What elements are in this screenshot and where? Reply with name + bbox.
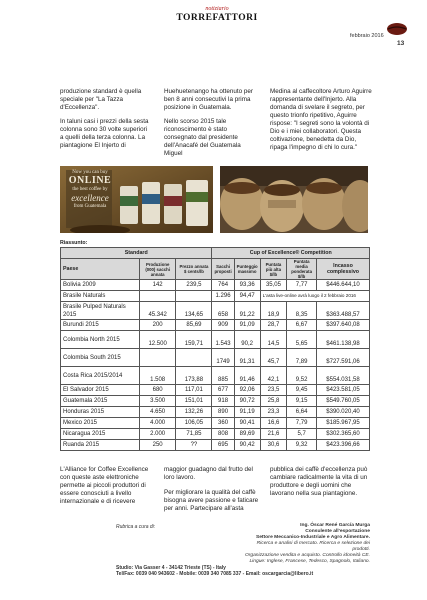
value-cell: 45.342 [139, 302, 175, 320]
value-cell: 9,52 [287, 367, 317, 385]
table-row [61, 385, 370, 396]
value-cell: 85,69 [176, 320, 212, 331]
table-row [61, 367, 370, 385]
value-cell: 658 [212, 302, 234, 320]
value-cell: 9,45 [287, 385, 317, 396]
coffee-sacks-photo [220, 166, 368, 233]
value-cell: $461.138,98 [316, 331, 369, 349]
masthead [172, 6, 262, 24]
value-cell: 4.650 [139, 407, 175, 418]
value-cell: 680 [139, 385, 175, 396]
value-cell [176, 291, 212, 302]
value-cell: $363.488,57 [316, 302, 369, 320]
country-cell: Nicaragua 2015 [61, 429, 140, 440]
value-cell: 677 [212, 385, 234, 396]
value-cell: 1749 [212, 349, 234, 367]
page-number: 13 [397, 40, 405, 47]
header-cell: Puntata media ponderata $/lb [287, 259, 317, 280]
value-cell: 90,41 [234, 418, 260, 429]
value-cell: 25,8 [260, 396, 287, 407]
value-cell: 1.296 [212, 291, 234, 302]
value-cell: 94,47 [234, 291, 260, 302]
bottom-column-1 [60, 466, 158, 513]
country-cell: Honduras 2015 [61, 407, 140, 418]
value-cell: 764 [212, 280, 234, 291]
paragraph: Huehuetenango ha ottenuto per ben 8 anni consecutivi la prima posizione in Guatemala. [164, 88, 253, 111]
value-cell: 117,01 [176, 385, 212, 396]
value-cell: 14,5 [260, 331, 287, 349]
author-sector: Settore Meccanico-Industriale e Agro Alimentare. [255, 535, 370, 540]
top-column-1 [60, 88, 152, 156]
value-cell: 885 [212, 367, 234, 385]
table-header [61, 259, 370, 280]
country-cell: Colombia North 2015 [61, 331, 140, 349]
header-cell: Incasso complessivo [316, 259, 369, 280]
studio-address: Studio: Via Gasser 4 - 34142 Trieste (TS) - Italy [116, 565, 226, 571]
value-cell: 6,64 [287, 407, 317, 418]
value-cell: 18,9 [260, 302, 287, 320]
value-cell: 91,31 [234, 349, 260, 367]
value-cell: $397.640,08 [316, 320, 369, 331]
value-cell: 8,35 [287, 302, 317, 320]
author-role: Consulente all'esportazione [305, 529, 370, 534]
table-row [61, 440, 370, 451]
country-cell: Costa Rica 2015/2014 [61, 367, 140, 385]
value-cell: 151,01 [176, 396, 212, 407]
country-cell: Brasile Naturals [61, 291, 140, 302]
value-cell: 90,42 [234, 440, 260, 451]
value-cell: 890 [212, 407, 234, 418]
promo-line-1: Now you can buy [72, 170, 108, 175]
author-line-4: Ricerca e analisi di mercato. Ricerca e selezione dei prodotti. [256, 541, 370, 552]
bottom-column-2 [164, 466, 262, 520]
value-cell: 5,65 [287, 331, 317, 349]
value-cell: 91,19 [234, 407, 260, 418]
value-cell: 134,65 [176, 302, 212, 320]
table-row [61, 407, 370, 418]
value-cell: $185.967,95 [316, 418, 369, 429]
value-cell: 200 [139, 320, 175, 331]
studio-phone-email: Tel/Fax: 0039 040 943602 - Mobile: 0039 340 7085 337 - Email: oscargarcia@libero.it [116, 571, 314, 577]
paragraph: pubblica dei caffè d'eccellenza può cambiare radicalmente la vita di un produttore e degli uomini che lavorano nella sua piantagione. [270, 466, 368, 497]
value-cell: 71,85 [176, 429, 212, 440]
value-cell: 42,1 [260, 367, 287, 385]
top-column-2 [164, 88, 256, 164]
value-cell: 7,89 [287, 349, 317, 367]
table-row [61, 291, 370, 302]
value-cell: 106,05 [176, 418, 212, 429]
value-cell: 159,71 [176, 331, 212, 349]
promo-line-2: ONLINE [68, 175, 112, 186]
value-cell: 89,69 [234, 429, 260, 440]
table-group-header [61, 248, 370, 259]
author-line-6: Lingue: Inglese, Francese, Tedesco, Spagnolo, Italiano. [249, 559, 370, 564]
table-row [61, 280, 370, 291]
value-cell: 93,36 [234, 280, 260, 291]
author-line-5: Organizzazione vendita e acquisto. Controllo idoneità CE. [244, 553, 370, 558]
country-cell: Burundi 2015 [61, 320, 140, 331]
value-cell: 23,5 [260, 385, 287, 396]
country-cell: El Salvador 2015 [61, 385, 140, 396]
value-cell: ?? [176, 440, 212, 451]
coffee-bean-icon [386, 22, 408, 36]
table-row [61, 331, 370, 349]
value-cell: 1.508 [139, 367, 175, 385]
value-cell: 250 [139, 440, 175, 451]
table-row [61, 349, 370, 367]
issue-date: febbraio 2016 [350, 33, 384, 39]
group-standard: Standard [61, 248, 212, 259]
value-cell: 2.000 [139, 429, 175, 440]
value-cell: 90,72 [234, 396, 260, 407]
rubrica-label: Rubrica a cura di: [116, 524, 156, 530]
author-name: Ing. Óscar René García Murga [300, 523, 370, 528]
value-cell: $302.365,60 [316, 429, 369, 440]
promo-line-3: the best coffee by [72, 187, 108, 192]
value-cell: $423.396,66 [316, 440, 369, 451]
promo-line-5: from Guatemala [73, 204, 107, 209]
value-cell: 695 [212, 440, 234, 451]
country-cell: Guatemala 2015 [61, 396, 140, 407]
bottom-column-3 [270, 466, 370, 505]
paragraph: Nello scorso 2015 tale riconoscimento è stato consegnato dal presidente dell'Anacafé del Guatemala Miguel [164, 118, 241, 157]
country-cell: Mexico 2015 [61, 418, 140, 429]
value-cell: 23,3 [260, 407, 287, 418]
table-row [61, 320, 370, 331]
header-cell: Puntata più alta $/lb [260, 259, 287, 280]
value-cell: 7,77 [287, 280, 317, 291]
value-cell: 90,2 [234, 331, 260, 349]
value-cell: 7,79 [287, 418, 317, 429]
value-cell: 30,6 [260, 440, 287, 451]
auction-note: L'asta live-online avrà luogo il 2 febbraio 2016 [260, 291, 369, 302]
value-cell: $390.020,40 [316, 407, 369, 418]
value-cell: 28,7 [260, 320, 287, 331]
paragraph: produzione standard è quella speciale per "La Tazza d'Eccellenza". [60, 88, 142, 111]
value-cell: 909 [212, 320, 234, 331]
paragraph: Medina al caffecoltore Arturo Aguirre rappresentante dell'Injerto. Alla domanda di svelare il segreto, per questo trionfo ripetitivo, Aguirre rispose: "I segreti sono la volontà di Dio e i miei collaboratori. Questa coltivazione, benedetta da Dio, ripaga l'impegno di chi lo cura." [270, 88, 372, 151]
value-cell: 16,6 [260, 418, 287, 429]
header-cell: Produzione (000) sacchi annata [139, 259, 175, 280]
masthead-small: notiziario [205, 6, 229, 12]
value-cell: 21,6 [260, 429, 287, 440]
group-competition: Cup of Excellence® Competition [212, 248, 370, 259]
value-cell: $727.591,06 [316, 349, 369, 367]
table-row [61, 418, 370, 429]
country-cell: Bolivia 2009 [61, 280, 140, 291]
header-cell: Punteggio massimo [234, 259, 260, 280]
value-cell: 142 [139, 280, 175, 291]
value-cell: 91,46 [234, 367, 260, 385]
value-cell: 9,15 [287, 396, 317, 407]
promo-line-4: excellence [71, 193, 109, 203]
studio-contacts [116, 565, 313, 577]
value-cell [139, 291, 175, 302]
value-cell: 239,5 [176, 280, 212, 291]
header-cell: Prezzo annata $ cents/lb [176, 259, 212, 280]
value-cell: 4.000 [139, 418, 175, 429]
value-cell: 3.500 [139, 396, 175, 407]
value-cell: $549.760,05 [316, 396, 369, 407]
value-cell: 918 [212, 396, 234, 407]
value-cell: 5,7 [287, 429, 317, 440]
value-cell: 6,67 [287, 320, 317, 331]
value-cell: 45,7 [260, 349, 287, 367]
country-cell: Colombia South 2015 [61, 349, 140, 367]
value-cell: 808 [212, 429, 234, 440]
masthead-title: TORREFATTORI [176, 13, 258, 23]
header-cell: Paese [61, 259, 140, 280]
value-cell: 1.543 [212, 331, 234, 349]
paragraph: L'Alliance for Coffee Excellence con queste aste elettroniche permette ai piccoli produttori di essere conosciuti a livello internazionale e di ricevere [60, 466, 149, 505]
value-cell [176, 349, 212, 367]
value-cell: 91,22 [234, 302, 260, 320]
value-cell: 92,06 [234, 385, 260, 396]
summary-table [60, 247, 370, 451]
value-cell: 12.500 [139, 331, 175, 349]
value-cell: $423.581,05 [316, 385, 369, 396]
value-cell: 173,88 [176, 367, 212, 385]
value-cell: 9,32 [287, 440, 317, 451]
value-cell: $446.644,10 [316, 280, 369, 291]
author-credit [240, 523, 370, 565]
value-cell: 132,26 [176, 407, 212, 418]
table-caption: Riassunto: [60, 240, 88, 246]
table-row [61, 429, 370, 440]
value-cell: 91,09 [234, 320, 260, 331]
header-cell: Sacchi proposti [212, 259, 234, 280]
value-cell [139, 349, 175, 367]
table-row [61, 396, 370, 407]
paragraph: Per migliorare la qualità del caffè bisogna avere passione e faticare per anni. Partecipare all'asta [164, 489, 259, 512]
value-cell: $554.031,58 [316, 367, 369, 385]
promo-image [60, 166, 213, 233]
value-cell: 35,05 [260, 280, 287, 291]
table-body [61, 280, 370, 451]
country-cell: Brasile Pulped Naturals 2015 [61, 302, 140, 320]
country-cell: Ruanda 2015 [61, 440, 140, 451]
table-row [61, 302, 370, 320]
paragraph: maggior guadagno dal frutto del loro lavoro. [164, 466, 253, 481]
paragraph: In taluni casi i prezzi della sesta colonna sono 30 volte superiori a quelli della terza colonna. La piantagione El Injerto di [60, 118, 149, 149]
top-column-3 [270, 88, 372, 158]
value-cell: 360 [212, 418, 234, 429]
